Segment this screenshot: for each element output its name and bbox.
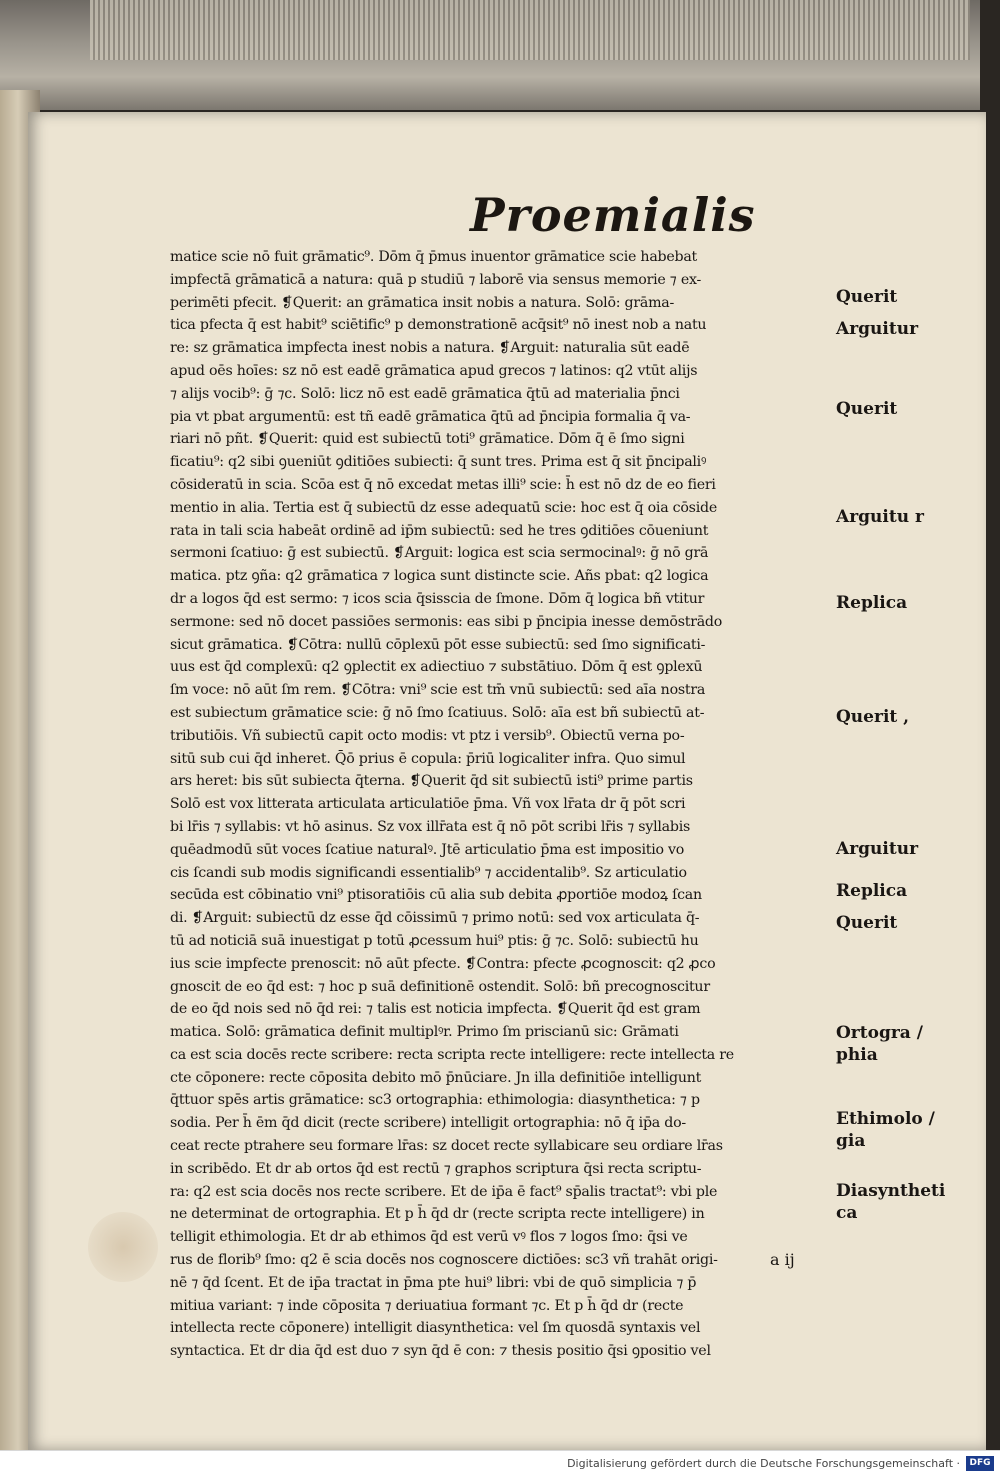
text-line: ca est scia docēs recte scribere: recta scripta recte intelligere: recte intellecta re <box>170 1046 734 1063</box>
running-title: Proemialis <box>470 188 756 242</box>
text-line: impfectā grāmaticā a natura: quā p studiū ⁊ laborē via sensus memorie ⁊ ex- <box>170 271 702 288</box>
text-line: mentio in alia. Tertia est q̄ subiectū dz esse adequatū scie: hoc est q̄ oia cōside <box>170 499 717 516</box>
text-line: matica. Solō: grāmatica definit multiplꝰr. Primo ſm priscianū sic: Grāmati <box>170 1024 679 1041</box>
body-text <box>170 246 830 1363</box>
margin-note: Ethimolo / <box>836 1109 935 1129</box>
text-line: dr a logos q̄d est sermo: ⁊ icos scia q̄sisscia de ſmone. Dōm q̄ logica bñ vtitur <box>170 590 705 607</box>
text-line: q̄ttuor spēs artis grāmatice: sc3 ortographia: ethimologia: diasynthetica: ⁊ p <box>170 1092 700 1109</box>
margin-note: Diasyntheti <box>836 1181 946 1201</box>
footer-bar <box>0 1450 1000 1477</box>
text-line: gnoscit de eo q̄d est: ⁊ hoc p suā definitionē ostendit. Solō: bñ precognoscitur <box>170 978 710 995</box>
text-line: ficatiu⁹: q2 sibi ꝯueniūt ꝯditiōes subiecti: q̄ sunt tres. Prima est q̄ sit p̄ncipaliꝰ <box>170 454 707 471</box>
text-line: ſm voce: nō aūt ſm rem. ❡Cōtra: vni⁹ scie est tm̄ vnū subiectū: sed aīa nostra <box>170 682 706 699</box>
text-line: Solō est vox litterata articulata articulatiōe p̄ma. Vñ vox lr̄ata dr q̄ pōt scri <box>170 796 686 813</box>
text-line: riari nō pñt. ❡Querit: quid est subiectū toti⁹ grāmatice. Dōm q̄ ē ſmo signi <box>170 431 685 448</box>
text-line: ars heret: bis sūt subiecta q̄terna. ❡Querit q̄d sit subiectū isti⁹ prime partis <box>170 773 693 790</box>
footer-credit: Digitalisierung gefördert durch die Deutsche Forschungsgemeinschaft · <box>567 1457 960 1470</box>
text-line: ra: q2 est scia docēs nos recte scribere. Et de ip̄a ē fact⁹ sp̄alis tractat⁹: vbi ple <box>170 1183 718 1200</box>
text-line: mitiua variant: ⁊ inde cōposita ⁊ deriuatiua formant ⁊c. Et p h̄ q̄d dr (recte <box>170 1297 684 1314</box>
text-line: bi lr̄is ⁊ syllabis: vt hō asinus. Sz vox illr̄ata est q̄ nō pōt scribi lr̄is ⁊ syllabis <box>170 818 691 835</box>
text-line: cis ſcandi sub modis significandi essentialib⁹ ⁊ accidentalib⁹. Sz articulatio <box>170 864 687 881</box>
text-line: di. ❡Arguit: subiectū dz esse q̄d cōissimū ⁊ primo notū: sed vox articulata q̄- <box>170 910 700 927</box>
text-line: intellecta recte cōponere) intelligit diasynthetica: vel ſm quosdā syntaxis vel <box>170 1320 701 1337</box>
text-line: est subiectum grāmatice scie: ḡ nō ſmo ſcatiuus. Solō: aīa est bñ subiectū at- <box>170 704 705 721</box>
page-stain <box>88 1212 158 1282</box>
text-line: re: sz grāmatica impfecta inest nobis a natura. ❡Arguit: naturalia sūt eadē <box>170 340 690 357</box>
margin-notes <box>836 0 986 1450</box>
text-line: matice scie nō fuit grāmatic⁹. Dōm q̄ p̄mus inuentor grāmatice scie habebat <box>170 249 697 265</box>
margin-note: Querit <box>836 287 898 307</box>
margin-note: Arguitur <box>836 319 919 339</box>
text-line: cte cōponere: recte cōposita debito mō p̄nūciare. Jn illa definitiōe intelligunt <box>170 1069 702 1086</box>
text-line: secūda est cōbinatio vni⁹ ptisoratiōis cū alia sub debita ꝓportiōe modoꝝ ſcan <box>170 887 702 904</box>
text-line: tica pfecta q̄ est habit⁹ sciētific⁹ p demonstrationē acq̄sit⁹ nō inest nob a natu <box>170 317 707 334</box>
margin-note: phia <box>836 1045 878 1065</box>
text-line: rus de florib⁹ ſmo: q2 ē scia docēs nos cognoscere dictiōes: sc3 vñ trahāt origi- <box>170 1252 718 1269</box>
margin-note: Querit , <box>836 707 910 727</box>
margin-note: ca <box>836 1203 858 1223</box>
text-line: apud oēs hoīes: sz nō est eadē grāmatica apud grecos ⁊ latinos: q2 vtūt alijs <box>170 362 698 379</box>
text-line: sitū sub cui q̄d inheret. Q̄ō prius ē copula: p̄riū logicaliter infra. Quo simul <box>170 750 686 767</box>
text-line: sermoni ſcatiuo: ḡ est subiectū. ❡Arguit: logica est scia sermocinalꝰ: ḡ nō grā <box>170 545 709 562</box>
margin-note: Arguitu r <box>836 507 924 527</box>
text-line: ⁊ alijs vocib⁹: ḡ ⁊c. Solō: licz nō est eadē grāmatica q̄tū ad materialia p̄nci <box>170 385 680 402</box>
text-line: sermone: sed nō docet passiōes sermonis: eas sibi p p̄ncipia inesse demōstrādo <box>170 613 723 630</box>
text-line: nē ⁊ q̄d ſcent. Et de ip̄a tractat in p̄ma pte hui⁹ libri: vbi de quō simplicia ⁊ p̄ <box>170 1274 697 1291</box>
margin-note: gia <box>836 1131 866 1151</box>
text-line: ceat recte ptrahere seu formare lr̄as: sz docet recte syllabicare seu ordiare lr̄as <box>170 1138 723 1155</box>
text-line: uus est q̄d complexū: q2 ꝯplectit ex adiectiuo ⁊ substātiuo. Dōm q̄ est ꝯplexū <box>170 659 703 676</box>
margin-note: Replica <box>836 881 908 901</box>
text-line: ne determinat de ortographia. Et p h̄ q̄d dr (recte scripta recte intelligere) in <box>170 1206 705 1223</box>
text-line: matica. ptz ꝯña: q2 grāmatica ⁊ logica sunt distincte scie. Añs pbat: q2 logica <box>170 568 709 585</box>
text-line: in scribēdo. Et dr ab ortos q̄d est rectū ⁊ graphos scriptura q̄si recta scriptu- <box>170 1160 702 1177</box>
text-line: sicut grāmatica. ❡Cōtra: nullū cōplexū pōt esse subiectū: sed ſmo significati- <box>170 636 706 653</box>
text-line: syntactica. Et dr dia q̄d est duo ⁊ syn q̄d ē con: ⁊ thesis positio q̄si ꝯpositio vel <box>170 1343 711 1360</box>
text-line: perimēti pfecit. ❡Querit: an grāmatica insit nobis a natura. Solō: grāma- <box>170 294 675 311</box>
text-line: de eo q̄d nois sed nō q̄d rei: ⁊ talis est noticia impfecta. ❡Querit q̄d est gram <box>170 1001 701 1018</box>
text-line: rata in tali scia habeāt ordinē ad ip̄m subiectū: sed he tres ꝯditiōes cōueniunt <box>170 522 709 539</box>
margin-note: Querit <box>836 913 898 933</box>
text-line: quēadmodū sūt voces ſcatiue naturalꝰ. Jtē articulatio p̄ma est impositio vo <box>170 841 685 858</box>
margin-note: Ortogra / <box>836 1023 923 1043</box>
dfg-logo: DFG <box>966 1456 994 1471</box>
text-line: cōsideratū in scia. Scōa est q̄ nō excedat metas illi⁹ scie: h̄ est nō dz de eo fieri <box>170 476 716 493</box>
text-line: sodia. Per h̄ ēm q̄d dicit (recte scribere) intelligit ortographia: nō q̄ ip̄a do- <box>170 1115 686 1132</box>
text-line: tributiōis. Vñ subiectū capit octo modis: vt ptz i versib⁹. Obiectū verna po- <box>170 727 685 744</box>
margin-note: Replica <box>836 593 908 613</box>
text-line: ius scie impfecte prenoscit: nō aūt pfecte. ❡Contra: pfecte ꝓcognoscit: q2 ꝓco <box>170 955 716 972</box>
text-line: tū ad noticiā suā inuestigat p totū ꝓcessum hui⁹ ptis: ḡ ⁊c. Solō: subiectū hu <box>170 932 699 949</box>
text-line: pia vt pbat argumentū: est tñ eadē grāmatica q̄tū ad p̄ncipia formalia q̄ va- <box>170 408 691 425</box>
signature-mark: a ij <box>770 1250 795 1269</box>
margin-note: Querit <box>836 399 898 419</box>
margin-note: Arguitur <box>836 839 919 859</box>
text-line: telligit ethimologia. Et dr ab ethimos q̄d est verū vꝰ flos ⁊ logos ſmo: q̄si ve <box>170 1229 688 1246</box>
